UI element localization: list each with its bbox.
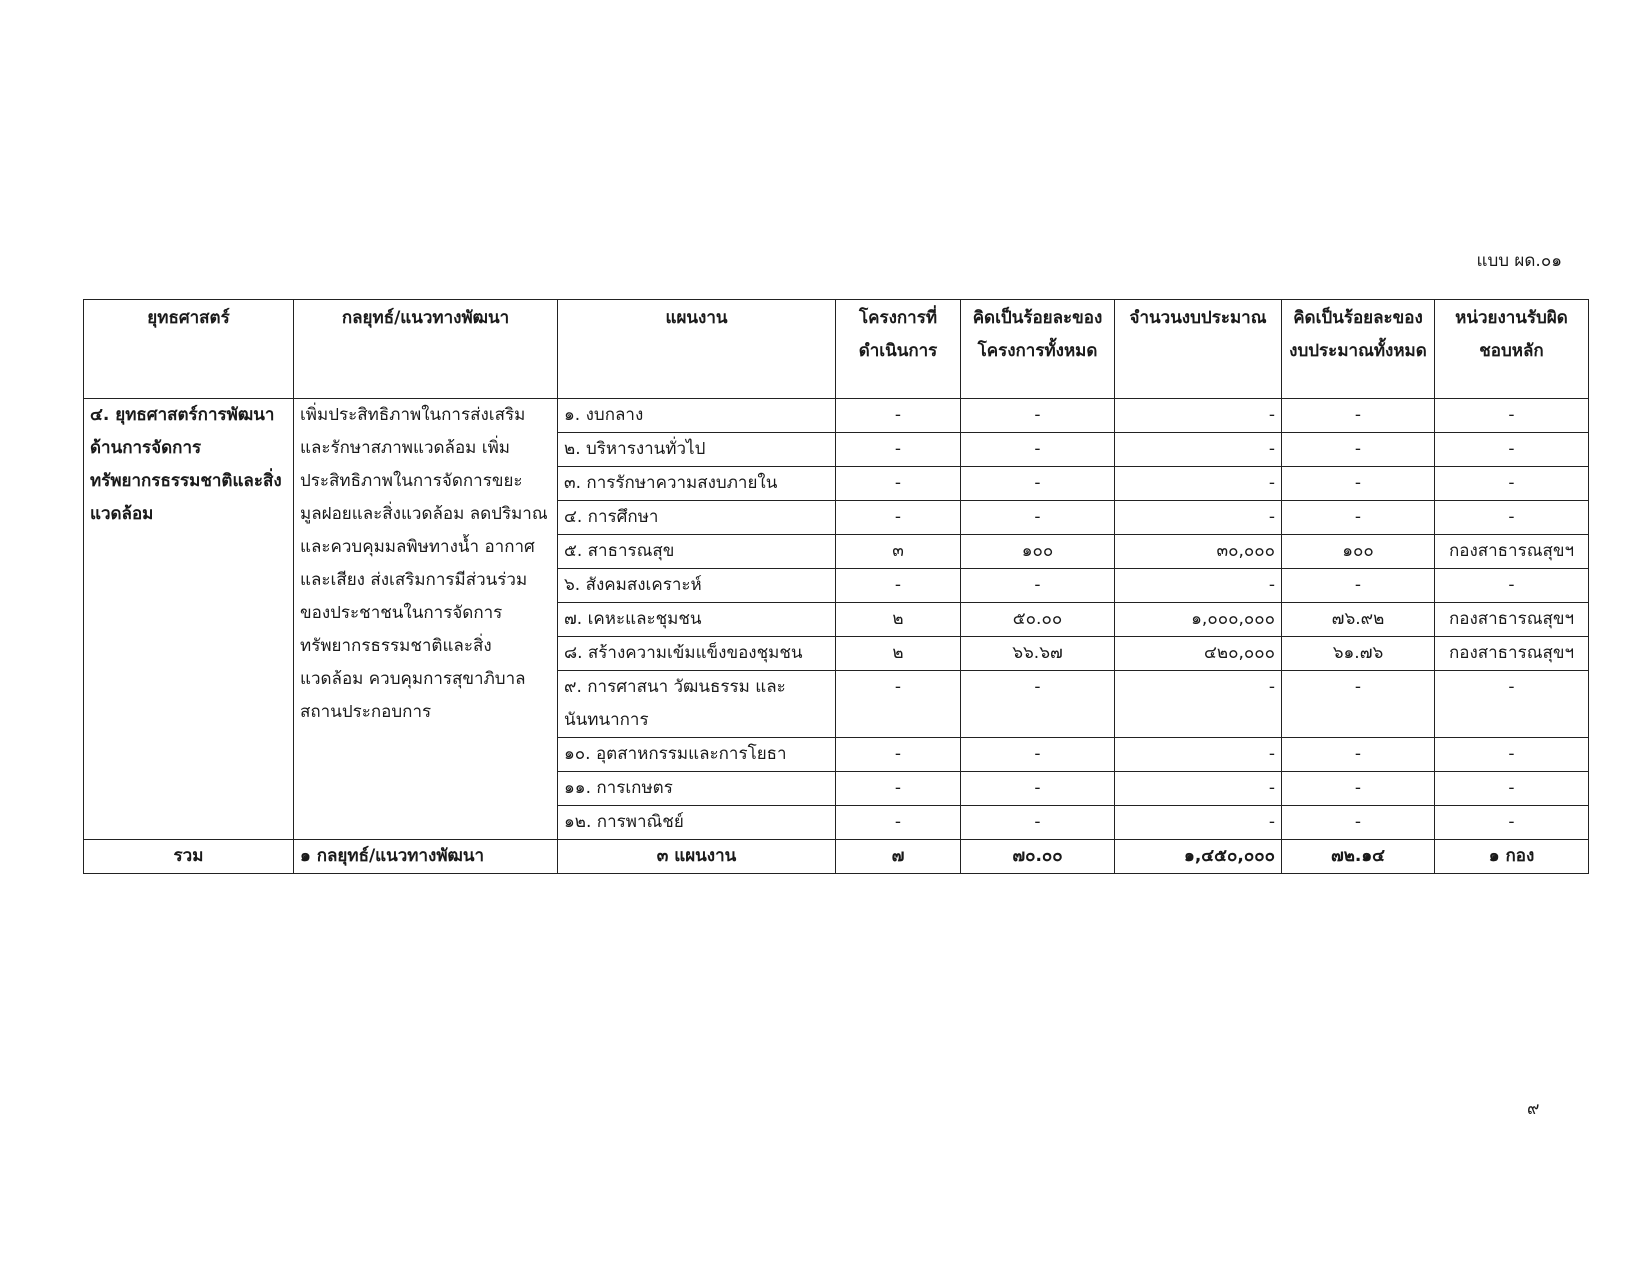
projects-cell: - [836,433,961,467]
plan-cell: ๗. เคหะและชุมชน [558,603,836,637]
total-plan: ๓ แผนงาน [558,840,836,874]
unit-cell: - [1435,501,1589,535]
plan-cell: ๑. งบกลาง [558,399,836,433]
projects-pct-cell: ๖๖.๖๗ [961,637,1115,671]
projects-cell: - [836,467,961,501]
plan-cell: ๑๑. การเกษตร [558,772,836,806]
projects-pct-cell: ๕๐.๐๐ [961,603,1115,637]
projects-pct-cell: ๑๐๐ [961,535,1115,569]
total-projects-pct: ๗๐.๐๐ [961,840,1115,874]
total-budget-pct: ๗๒.๑๔ [1282,840,1435,874]
approach-cell: เพิ่มประสิทธิภาพในการส่งเสริมและรักษาสภาพแวดล้อม เพิ่มประสิทธิภาพในการจัดการขยะมูลฝอยและสิ่งแวดล้อม ลดปริมาณและควบคุมมลพิษทางน้ำ อากาศ และเสียง ส่งเสริมการมีส่วนร่วมของประชาชนในการจัดการทรัพยากรธรรมชาติและสิ่งแวดล้อม ควบคุมการสุขาภิบาลสถานประกอบการ [294,399,558,840]
unit-cell: - [1435,433,1589,467]
unit-cell: - [1435,772,1589,806]
plan-cell: ๒. บริหารงานทั่วไป [558,433,836,467]
budget-pct-cell: - [1282,467,1435,501]
projects-pct-cell: - [961,467,1115,501]
budget-cell: - [1115,501,1282,535]
page-number: ๙ [1527,1099,1540,1119]
unit-cell: กองสาธารณสุขฯ [1435,535,1589,569]
projects-pct-cell: - [961,806,1115,840]
unit-cell: กองสาธารณสุขฯ [1435,603,1589,637]
budget-pct-cell: - [1282,806,1435,840]
plan-cell: ๕. สาธารณสุข [558,535,836,569]
budget-cell: - [1115,569,1282,603]
projects-pct-cell: - [961,671,1115,738]
header-budget: จำนวนงบประมาณ [1115,300,1282,399]
unit-cell: - [1435,738,1589,772]
unit-cell: - [1435,806,1589,840]
unit-cell: - [1435,467,1589,501]
header-projects-pct: คิดเป็นร้อยละของโครงการทั้งหมด [961,300,1115,399]
projects-pct-cell: - [961,569,1115,603]
header-plan: แผนงาน [558,300,836,399]
projects-pct-cell: - [961,501,1115,535]
budget-cell: - [1115,467,1282,501]
header-projects: โครงการที่ดำเนินการ [836,300,961,399]
projects-cell: - [836,569,961,603]
budget-cell: - [1115,806,1282,840]
projects-cell: - [836,738,961,772]
budget-cell: - [1115,433,1282,467]
projects-pct-cell: - [961,738,1115,772]
unit-cell: - [1435,671,1589,738]
table-header-row [84,300,1589,399]
budget-cell: - [1115,772,1282,806]
total-unit: ๑ กอง [1435,840,1589,874]
budget-pct-cell: - [1282,671,1435,738]
plan-cell: ๔. การศึกษา [558,501,836,535]
budget-pct-cell: ๖๑.๗๖ [1282,637,1435,671]
unit-cell: กองสาธารณสุขฯ [1435,637,1589,671]
projects-cell: - [836,501,961,535]
projects-cell: - [836,772,961,806]
plan-cell: ๑๐. อุตสาหกรรมและการโยธา [558,738,836,772]
projects-cell: - [836,806,961,840]
projects-cell: ๒ [836,603,961,637]
plan-cell: ๘. สร้างความเข้มแข็งของชุมชน [558,637,836,671]
plan-cell: ๖. สังคมสงเคราะห์ [558,569,836,603]
budget-pct-cell: ๗๖.๙๒ [1282,603,1435,637]
header-approach: กลยุทธ์/แนวทางพัฒนา [294,300,558,399]
total-row [84,840,1589,874]
projects-pct-cell: - [961,399,1115,433]
budget-cell: ๔๒๐,๐๐๐ [1115,637,1282,671]
plan-cell: ๑๒. การพาณิชย์ [558,806,836,840]
projects-cell: - [836,671,961,738]
projects-pct-cell: - [961,433,1115,467]
budget-pct-cell: - [1282,738,1435,772]
projects-pct-cell: - [961,772,1115,806]
total-approach: ๑ กลยุทธ์/แนวทางพัฒนา [294,840,558,874]
budget-cell: ๓๐,๐๐๐ [1115,535,1282,569]
budget-pct-cell: - [1282,399,1435,433]
budget-pct-cell: ๑๐๐ [1282,535,1435,569]
header-unit: หน่วยงานรับผิดชอบหลัก [1435,300,1589,399]
development-plan-table [83,299,1589,874]
unit-cell: - [1435,569,1589,603]
projects-cell: ๒ [836,637,961,671]
budget-cell: - [1115,399,1282,433]
plan-cell: ๓. การรักษาความสงบภายใน [558,467,836,501]
projects-cell: - [836,399,961,433]
total-projects: ๗ [836,840,961,874]
projects-cell: ๓ [836,535,961,569]
budget-pct-cell: - [1282,569,1435,603]
table-row [84,399,1589,433]
form-code: แบบ ผด.๐๑ [1476,251,1562,271]
strategy-cell: ๔. ยุทธศาสตร์การพัฒนาด้านการจัดการทรัพยากรธรรมชาติและสิ่งแวดล้อม [84,399,294,840]
budget-cell: - [1115,671,1282,738]
budget-pct-cell: - [1282,433,1435,467]
budget-cell: ๑,๐๐๐,๐๐๐ [1115,603,1282,637]
total-label: รวม [84,840,294,874]
plan-cell: ๙. การศาสนา วัฒนธรรม และนันทนาการ [558,671,836,738]
header-strategy: ยุทธศาสตร์ [84,300,294,399]
unit-cell: - [1435,399,1589,433]
header-budget-pct: คิดเป็นร้อยละของงบประมาณทั้งหมด [1282,300,1435,399]
total-budget: ๑,๔๕๐,๐๐๐ [1115,840,1282,874]
budget-pct-cell: - [1282,772,1435,806]
budget-cell: - [1115,738,1282,772]
budget-pct-cell: - [1282,501,1435,535]
